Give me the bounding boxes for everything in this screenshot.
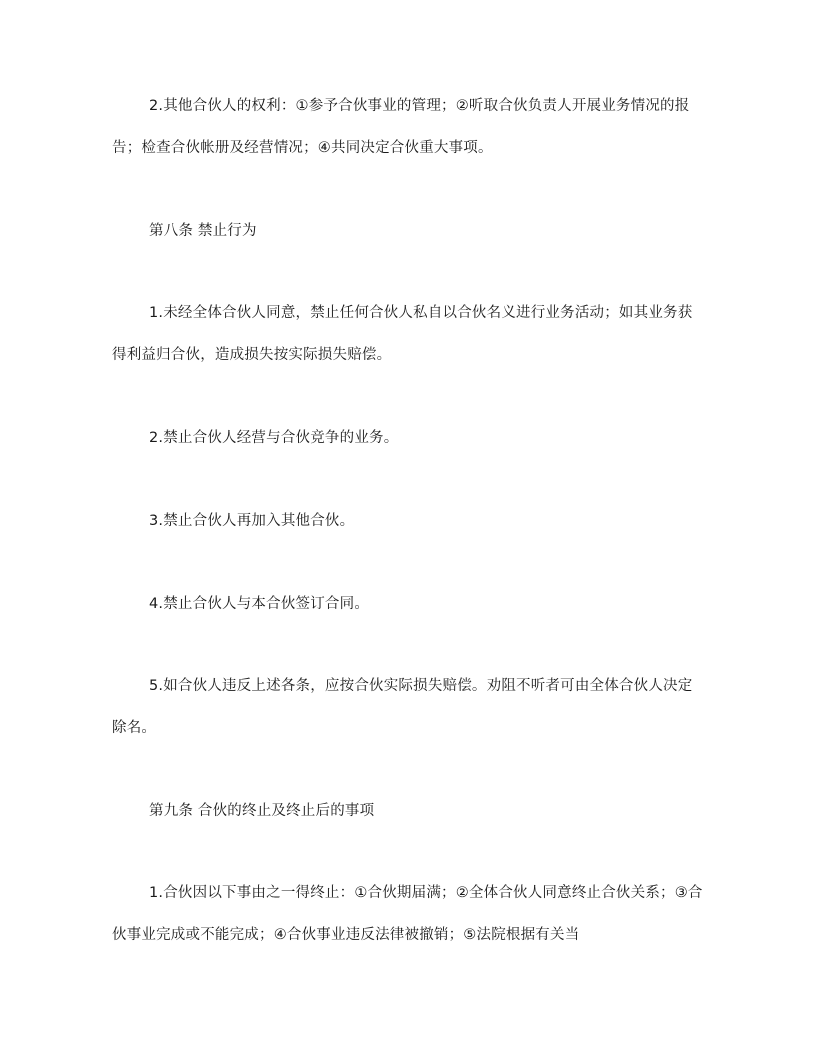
paragraph-prohibition-3: 3.禁止合伙人再加入其他合伙。 [149,513,355,529]
paragraph-termination-1: 1.合伙因以下事由之一得终止：①合伙期届满；②全体合伙人同意终止合伙关系；③合伙事业完成或不能完成；④合伙事业违反法律被撤销；⑤法院根据有关当 [112,885,703,943]
paragraph-other-partners-rights: 2.其他合伙人的权利：①参予合伙事业的管理；②听取合伙负责人开展业务情况的报告；检查合伙帐册及经营情况；④共同决定合伙重大事项。 [112,98,690,156]
paragraph-prohibition-5: 5.如合伙人违反上述各条，应按合伙实际损失赔偿。劝阻不听者可由全体合伙人决定除名。 [112,678,693,736]
paragraph-prohibition-2: 2.禁止合伙人经营与合伙竞争的业务。 [149,430,399,446]
paragraph-prohibition-1: 1.未经全体合伙人同意，禁止任何合伙人私自以合伙名义进行业务活动；如其业务获得利益归合伙，造成损失按实际损失赔偿。 [112,305,693,363]
article-9-heading: 第九条 合伙的终止及终止后的事项 [149,803,375,819]
article-8-heading: 第八条 禁止行为 [149,223,257,239]
paragraph-prohibition-4: 4.禁止合伙人与本合伙签订合同。 [149,596,370,612]
